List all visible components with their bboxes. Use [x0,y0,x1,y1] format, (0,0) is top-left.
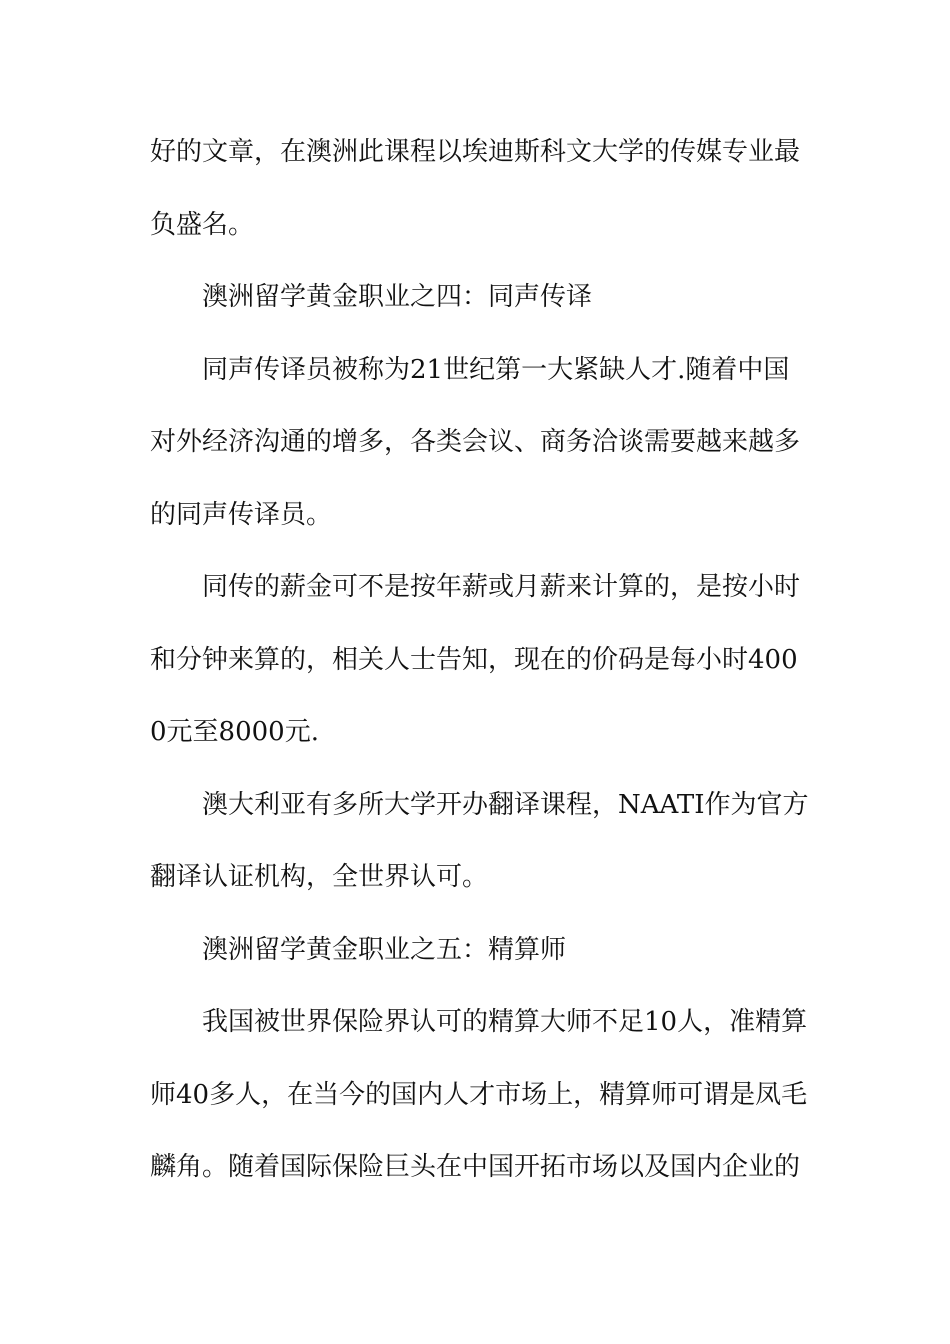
heading-career-five: 澳洲留学黄金职业之五：精算师 [202,934,567,965]
heading-career-four: 澳洲留学黄金职业之四：同声传译 [202,282,593,312]
paragraph-5: 我国被世界保险界认可的精算大师不足10人，准精算师40多人，在当今的国内人才市场上，精算师可谓是凤毛麟角。随着国际保险巨头在中国开拓市场以及国内企业的 [150,1007,808,1182]
paragraph-3: 同传的薪金可不是按年薪或月薪来计算的，是按小时和分钟来算的，相关人士告知，现在的价码是每小时4000元至8000元. [150,572,801,747]
paragraph-1: 好的文章，在澳洲此课程以埃迪斯科文大学的传媒专业最负盛名。 [150,137,801,240]
paragraph-2: 同声传译员被称为21世纪第一大紧缺人才.随着中国对外经济沟通的增多，各类会议、商务洽谈需要越来越多的同声传译员。 [150,354,801,530]
paragraph-4: 澳大利亚有多所大学开办翻译课程，NAATI作为官方翻译认证机构，全世界认可。 [150,789,809,892]
document-body [150,116,810,1204]
